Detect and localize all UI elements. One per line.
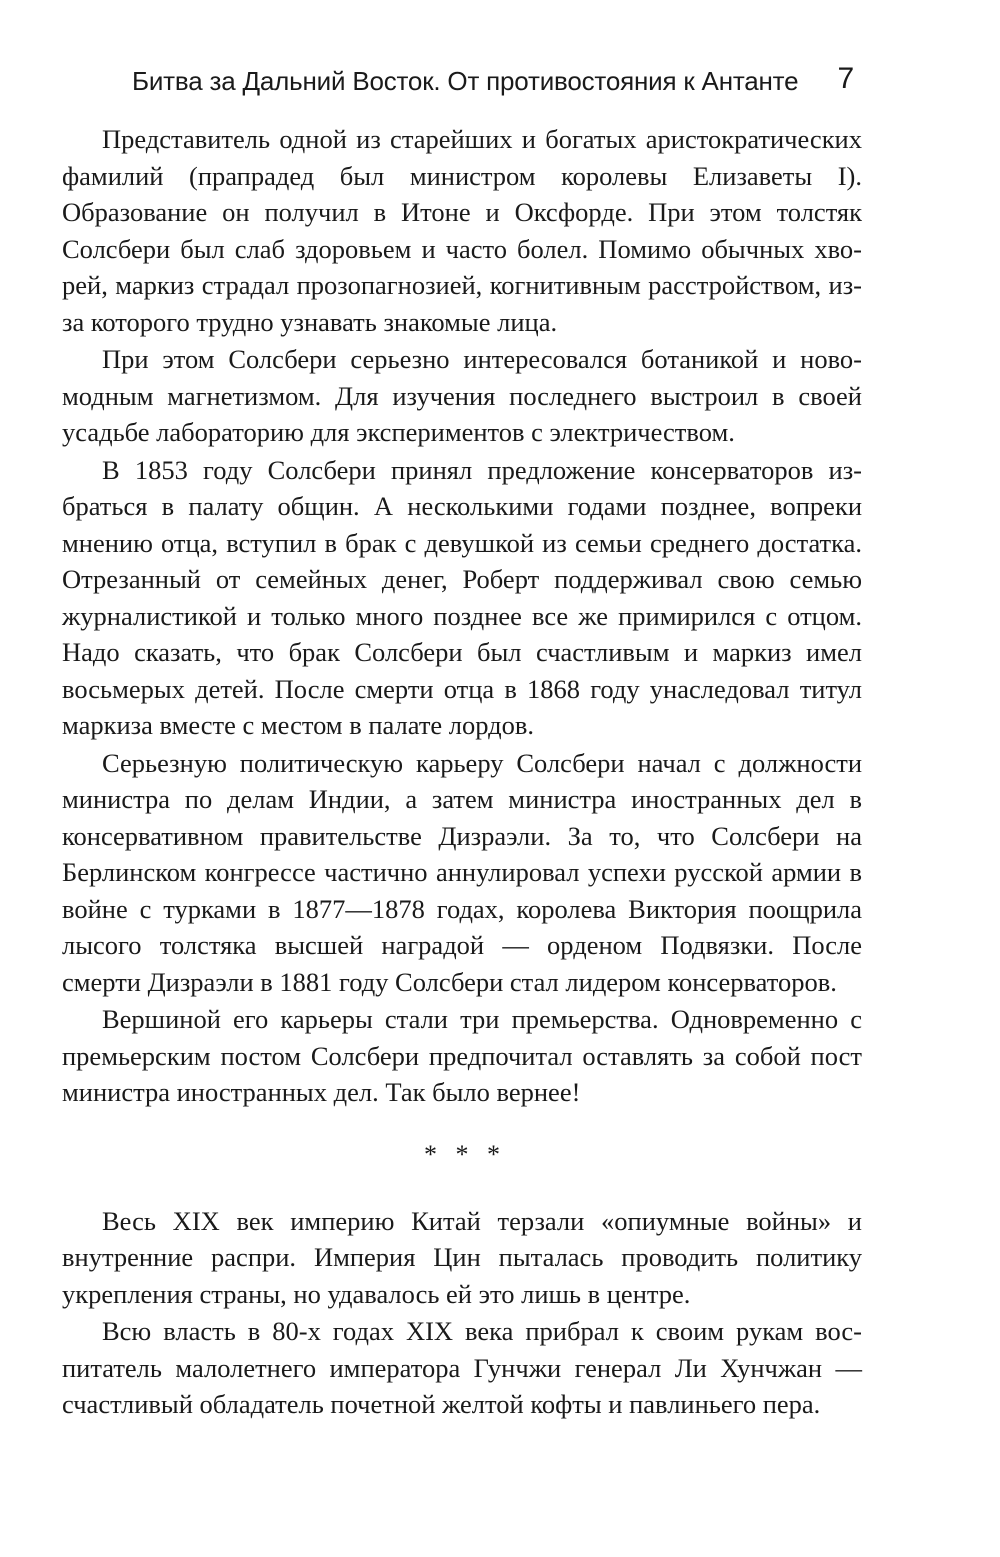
page-number: 7 [837, 62, 854, 95]
paragraph: Всю власть в 80-х годах XIX века прибрал к своим рукам воспитатель малолетнего императора Гунчжи генерал Ли Хунчжан — счастливый обладатель почетной желтой кофты и павлиньего пера. [62, 1316, 862, 1419]
body-text [62, 121, 862, 1424]
paragraph: Вершиной его карьеры стали три премьерства. Одновременно с премьерским постом Солсбери предпочитал оставлять за собой пост министра иностранных дел. Так было вернее! [62, 1004, 862, 1107]
paragraph: В 1853 году Солсбери принял предложение консерваторов избраться в палату общин. А несколькими годами позднее, вопреки мнению отца, вступил в брак с девушкой из семьи среднего достатка. Отрезанный от семейных денег, Роберт поддерживал свою семью журналистикой и только много позднее все же примирился с отцом. Надо сказать, что брак Солсбери был счастливым и маркиз имел восьмерых детей. После смерти отца в 1868 году унаследовал титул маркиза вместе с местом в палате лордов. [62, 454, 862, 740]
section-separator: * * * [424, 1139, 506, 1169]
paragraph: При этом Солсбери серьезно интересовался ботаникой и новомодным магнетизмом. Для изучения последнего выстроил в своей усадьбе лабораторию для экспериментов с электричеством. [62, 344, 862, 447]
running-head [132, 62, 862, 106]
paragraph: Весь XIX век империю Китай терзали «опиумные войны» и внутренние распри. Империя Цин пыталась проводить политику укрепления страны, но удавалось ей это лишь в центре. [62, 1205, 862, 1309]
paragraph: Серьезную политическую карьеру Солсбери начал с должности министра по делам Индии, а затем министра иностранных дел в консервативном правительстве Дизраэли. За то, что Солсбери на Берлинском конгрессе частично аннулировал успехи русской армии в войне с турками в 1877—1878 годах, королева Виктория поощрила лысого толстяка высшей наградой — орденом Подвязки. После смерти Дизраэли в 1881 году Солсбери стал лидером консерваторов. [62, 747, 862, 997]
paragraph: Представитель одной из старейших и богатых аристократических фамилий (прапрадед был министром королевы Елизаветы I). Образование он получил в Итоне и Оксфорде. При этом толстяк Солсбери был слаб здоровьем и часто болел. Помимо обычных хворей, маркиз страдал прозопагнозией, когнитивным расстройством, из-за которого трудно узнавать знакомые лица. [62, 124, 862, 337]
running-title: Битва за Дальний Восток. От противостояния к Антанте [132, 66, 799, 96]
